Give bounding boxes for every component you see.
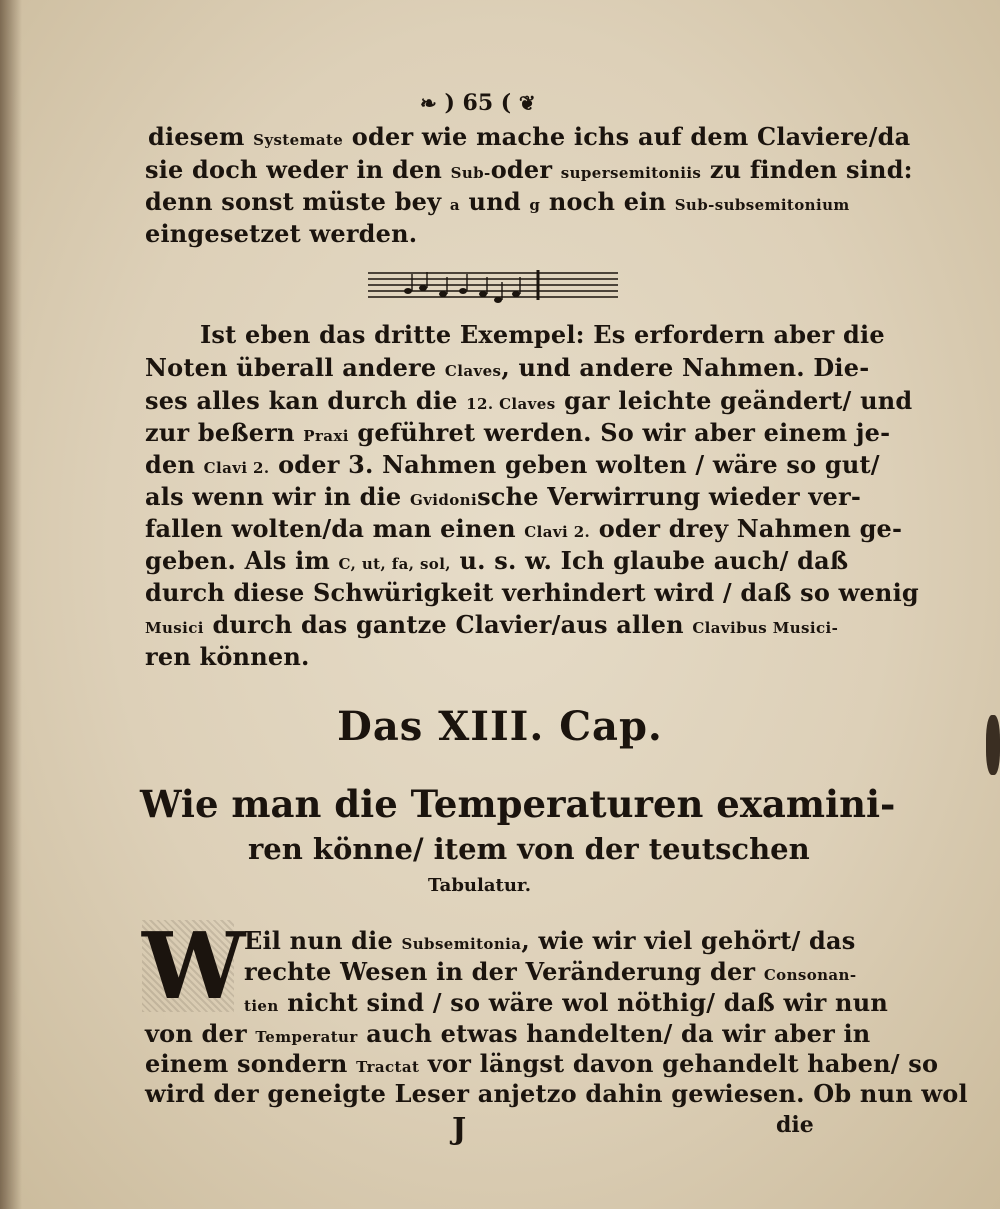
- text-line: [145, 386, 912, 419]
- text-segment: oder: [490, 155, 561, 184]
- section-title-line-3: Tabulatur.: [428, 875, 532, 896]
- section-title-line-2: ren könne/ item von der teutschen: [248, 832, 810, 866]
- text-segment: ren können.: [145, 642, 310, 671]
- text-segment: wird der geneigte Leser anjetzo dahin gewiesen. Ob nun wol: [145, 1079, 968, 1108]
- text-segment: eingesetzet werden.: [145, 219, 418, 248]
- text-segment: oder 3. Nahmen geben wolten / wäre so gut/: [269, 450, 880, 479]
- text-segment: gar leichte geändert/ und: [555, 386, 913, 415]
- text-segment: geführet werden. So wir aber einem je-: [348, 418, 891, 447]
- antiqua-segment: Sub-subsemitonium: [674, 196, 850, 214]
- antiqua-segment: 12. Claves: [466, 395, 556, 413]
- antiqua-segment: Claves: [444, 362, 502, 380]
- text-line: [145, 450, 880, 483]
- text-segment: u. s. w. Ich glaube auch/ daß: [450, 546, 849, 575]
- text-line: [244, 957, 856, 990]
- text-line: [145, 353, 869, 386]
- antiqua-segment: Temperatur: [255, 1028, 358, 1046]
- catchword: die: [776, 1112, 814, 1138]
- text-segment: zur beßern: [145, 418, 304, 447]
- page-header: [420, 90, 536, 116]
- text-segment: durch diese Schwürigkeit verhindert wird / daß so wenig: [145, 578, 919, 607]
- text-segment: Ist eben das dritte Exempel: Es erfordern aber die: [200, 320, 885, 349]
- antiqua-segment: tien: [244, 997, 279, 1015]
- drop-cap-initial: W: [142, 912, 246, 1020]
- text-segment: einem sondern: [145, 1049, 357, 1078]
- antiqua-segment: Systemate: [253, 131, 344, 149]
- text-segment: , und andere Nahmen. Die-: [501, 353, 870, 382]
- text-segment: denn sonst müste bey: [145, 187, 450, 216]
- text-segment: Noten überall andere: [145, 353, 445, 382]
- text-line: [145, 482, 861, 515]
- text-line: [145, 642, 310, 672]
- antiqua-segment: Consonan-: [763, 966, 857, 984]
- text-segment: sie doch weder in den: [145, 155, 451, 184]
- text-line: [145, 1019, 870, 1052]
- text-line: [145, 418, 890, 451]
- ornament-right-icon: ❦: [518, 91, 536, 115]
- antiqua-segment: Tractat: [356, 1058, 420, 1076]
- text-line: [145, 1079, 968, 1109]
- text-line: [148, 122, 910, 155]
- text-segment: Eil nun die: [244, 926, 402, 955]
- text-line: [145, 1049, 938, 1082]
- chapter-heading: Das XIII. Cap.: [337, 703, 663, 750]
- antiqua-segment: Sub-: [450, 164, 491, 182]
- text-line: [145, 187, 850, 220]
- antiqua-segment: Clavibus Musici-: [692, 619, 839, 637]
- text-line: [145, 546, 848, 579]
- music-staff-example: [368, 268, 618, 304]
- text-segment: auch etwas handelten/ da wir aber in: [357, 1019, 871, 1048]
- text-segment: den: [145, 450, 204, 479]
- antiqua-segment: C, ut, fa, sol,: [338, 555, 451, 573]
- page-number: ) 65 (: [444, 90, 512, 116]
- text-line: [145, 578, 919, 608]
- antiqua-segment: Gvidoni: [409, 491, 478, 509]
- text-segment: von der: [145, 1019, 256, 1048]
- text-segment: durch das gantze Clavier/aus allen: [203, 610, 693, 639]
- text-segment: vor längst davon gehandelt haben/ so: [419, 1049, 939, 1078]
- antiqua-segment: Praxi: [303, 427, 349, 445]
- text-line: [200, 320, 885, 350]
- text-segment: noch ein: [540, 187, 675, 216]
- text-segment: oder drey Nahmen ge-: [590, 514, 903, 543]
- antiqua-segment: g: [529, 196, 541, 214]
- section-title-line-1: Wie man die Temperaturen examini-: [140, 782, 896, 826]
- text-segment: oder wie mache ichs auf dem Claviere/da: [343, 122, 911, 151]
- text-line: [244, 926, 855, 959]
- text-line: [145, 610, 838, 643]
- signature-mark: J: [452, 1112, 467, 1147]
- text-segment: ses alles kan durch die: [145, 386, 467, 415]
- antiqua-segment: supersemitoniis: [560, 164, 702, 182]
- text-segment: und: [459, 187, 530, 216]
- text-segment: diesem: [148, 122, 254, 151]
- antiqua-segment: Subsemitonia: [401, 935, 522, 953]
- text-segment: rechte Wesen in der Veränderung der: [244, 957, 764, 986]
- text-line: [244, 988, 888, 1021]
- text-line: [145, 219, 417, 249]
- text-segment: als wenn wir in die: [145, 482, 410, 511]
- text-segment: sche Verwirrung wieder ver-: [477, 482, 862, 511]
- text-line: [145, 514, 902, 547]
- text-segment: geben. Als im: [145, 546, 339, 575]
- text-segment: , wie wir viel gehört/ das: [521, 926, 856, 955]
- antiqua-segment: Clavi 2.: [524, 523, 591, 541]
- antiqua-segment: Clavi 2.: [203, 459, 270, 477]
- ornament-left-icon: ❧: [420, 91, 437, 115]
- binding-shadow: [0, 0, 22, 1209]
- antiqua-segment: a: [449, 196, 460, 214]
- antiqua-segment: Musici: [145, 619, 204, 637]
- text-line: [145, 155, 913, 188]
- text-segment: fallen wolten/da man einen: [145, 514, 525, 543]
- text-segment: zu finden sind:: [701, 155, 913, 184]
- text-segment: nicht sind / so wäre wol nöthig/ daß wir nun: [278, 988, 889, 1017]
